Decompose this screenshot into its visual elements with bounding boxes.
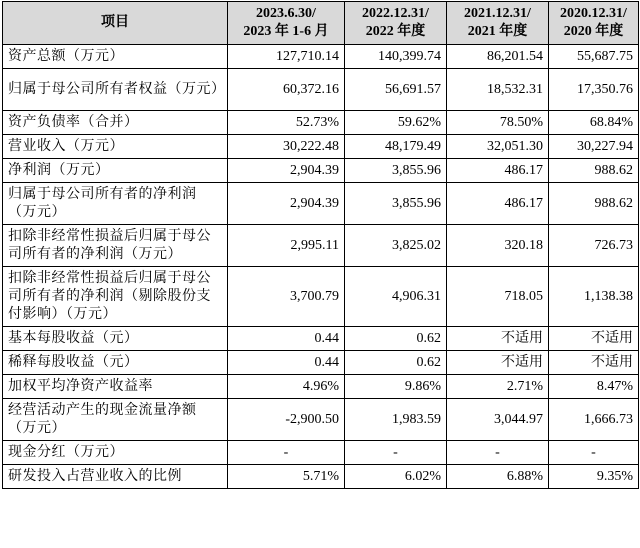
cell-2021: 86,201.54 [447, 45, 549, 69]
cell-2020: 不适用 [549, 351, 639, 375]
table-row [3, 69, 639, 111]
cell-2023h1: 4.96% [228, 375, 345, 399]
cell-2022: 3,825.02 [345, 225, 447, 267]
header-2022: 2022.12.31/ 2022 年度 [345, 2, 447, 45]
cell-2020: - [549, 441, 639, 465]
cell-2020: 8.47% [549, 375, 639, 399]
cell-2023h1: 127,710.14 [228, 45, 345, 69]
cell-2023h1: 52.73% [228, 111, 345, 135]
row-label: 资产总额（万元） [3, 45, 228, 69]
cell-2020: 988.62 [549, 159, 639, 183]
cell-2020: 68.84% [549, 111, 639, 135]
cell-2022: 1,983.59 [345, 399, 447, 441]
header-2021: 2021.12.31/ 2021 年度 [447, 2, 549, 45]
row-label: 现金分红（万元） [3, 441, 228, 465]
table-row [3, 327, 639, 351]
table-row [3, 375, 639, 399]
cell-2021: - [447, 441, 549, 465]
cell-2020: 55,687.75 [549, 45, 639, 69]
table-row [3, 351, 639, 375]
cell-2020: 9.35% [549, 465, 639, 489]
cell-2021: 32,051.30 [447, 135, 549, 159]
cell-2020: 988.62 [549, 183, 639, 225]
cell-2021: 3,044.97 [447, 399, 549, 441]
cell-2023h1: 60,372.16 [228, 69, 345, 111]
cell-2021: 718.05 [447, 267, 549, 327]
cell-2020: 1,666.73 [549, 399, 639, 441]
cell-2022: 140,399.74 [345, 45, 447, 69]
cell-2022: 48,179.49 [345, 135, 447, 159]
header-2023h1: 2023.6.30/ 2023 年 1-6 月 [228, 2, 345, 45]
cell-2021: 18,532.31 [447, 69, 549, 111]
cell-2020: 30,227.94 [549, 135, 639, 159]
cell-2023h1: 5.71% [228, 465, 345, 489]
header-2020: 2020.12.31/ 2020 年度 [549, 2, 639, 45]
cell-2022: - [345, 441, 447, 465]
cell-2021: 不适用 [447, 351, 549, 375]
table-row [3, 111, 639, 135]
table-row [3, 441, 639, 465]
cell-2023h1: -2,900.50 [228, 399, 345, 441]
table-row [3, 183, 639, 225]
cell-2023h1: 0.44 [228, 351, 345, 375]
row-label: 归属于母公司所有者权益（万元） [3, 69, 228, 111]
cell-2022: 3,855.96 [345, 183, 447, 225]
cell-2023h1: 2,904.39 [228, 159, 345, 183]
cell-2023h1: - [228, 441, 345, 465]
financial-data-table [2, 1, 639, 489]
table-row [3, 225, 639, 267]
cell-2020: 不适用 [549, 327, 639, 351]
cell-2022: 3,855.96 [345, 159, 447, 183]
row-label: 资产负债率（合并） [3, 111, 228, 135]
row-label: 扣除非经常性损益后归属于母公司所有者的净利润（万元） [3, 225, 228, 267]
row-label: 净利润（万元） [3, 159, 228, 183]
table-row [3, 45, 639, 69]
cell-2020: 17,350.76 [549, 69, 639, 111]
row-label: 扣除非经常性损益后归属于母公司所有者的净利润（剔除股份支付影响）（万元） [3, 267, 228, 327]
cell-2020: 726.73 [549, 225, 639, 267]
row-label: 稀释每股收益（元） [3, 351, 228, 375]
cell-2022: 0.62 [345, 351, 447, 375]
cell-2022: 56,691.57 [345, 69, 447, 111]
table-row [3, 267, 639, 327]
cell-2023h1: 0.44 [228, 327, 345, 351]
row-label: 研发投入占营业收入的比例 [3, 465, 228, 489]
cell-2022: 6.02% [345, 465, 447, 489]
cell-2021: 486.17 [447, 159, 549, 183]
header-row [3, 2, 639, 45]
row-label: 基本每股收益（元） [3, 327, 228, 351]
cell-2021: 6.88% [447, 465, 549, 489]
cell-2023h1: 2,904.39 [228, 183, 345, 225]
row-label: 营业收入（万元） [3, 135, 228, 159]
cell-2022: 0.62 [345, 327, 447, 351]
cell-2021: 不适用 [447, 327, 549, 351]
row-label: 加权平均净资产收益率 [3, 375, 228, 399]
cell-2021: 320.18 [447, 225, 549, 267]
cell-2023h1: 2,995.11 [228, 225, 345, 267]
cell-2021: 486.17 [447, 183, 549, 225]
row-label: 经营活动产生的现金流量净额（万元） [3, 399, 228, 441]
cell-2021: 2.71% [447, 375, 549, 399]
cell-2021: 78.50% [447, 111, 549, 135]
header-item: 项目 [3, 2, 228, 45]
table-row [3, 399, 639, 441]
cell-2022: 4,906.31 [345, 267, 447, 327]
table-row [3, 465, 639, 489]
row-label: 归属于母公司所有者的净利润（万元） [3, 183, 228, 225]
cell-2022: 9.86% [345, 375, 447, 399]
cell-2022: 59.62% [345, 111, 447, 135]
table-row [3, 159, 639, 183]
cell-2020: 1,138.38 [549, 267, 639, 327]
table-row [3, 135, 639, 159]
cell-2023h1: 3,700.79 [228, 267, 345, 327]
cell-2023h1: 30,222.48 [228, 135, 345, 159]
